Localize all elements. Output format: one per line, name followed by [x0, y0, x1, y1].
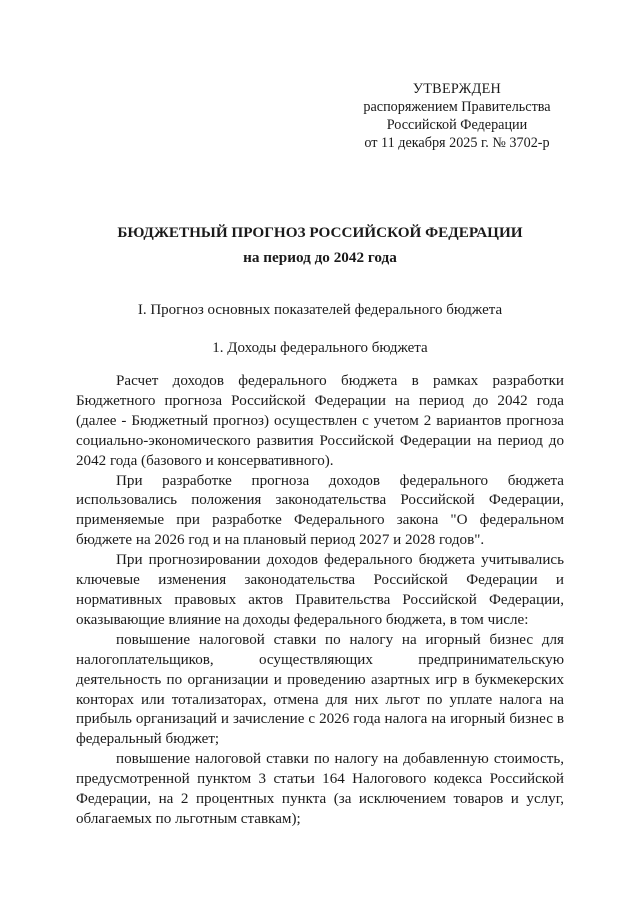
approval-stamp	[352, 80, 562, 152]
approval-authority: распоряжением Правительства	[363, 99, 551, 115]
subsection-heading: 1. Доходы федерального бюджета	[212, 340, 428, 356]
approval-authority-country: Российской Федерации	[386, 117, 528, 133]
section-heading: I. Прогноз основных показателей федерального бюджета	[137, 302, 503, 318]
paragraph-1: Расчет доходов федерального бюджета в рамках разработки Бюджетного прогноза Российской Федерации на период до 2042 года (далее - Бюджетный прогноз) осуществлен с учетом 2 вариантов прогноза социально-экономического развития Российской Федерации на период до 2042 года (базового и консервативного).	[76, 373, 564, 469]
paragraph-3: При прогнозировании доходов федерального бюджета учитывались ключевые изменения законодательства Российской Федерации и нормативных правовых актов Правительства Российской Федерации, оказывающие влияние на доходы федерального бюджета, в том числе:	[76, 552, 564, 628]
approval-heading: УТВЕРЖДЕН	[412, 81, 502, 97]
approval-date-number: от 11 декабря 2025 г. № 3702-р	[364, 135, 550, 151]
document-subtitle: на период до 2042 года	[243, 249, 397, 266]
document-title: БЮДЖЕТНЫЙ ПРОГНОЗ РОССИЙСКОЙ ФЕДЕРАЦИИ	[117, 224, 523, 241]
paragraph-2: При разработке прогноза доходов федерального бюджета использовались положения законодательства Российской Федерации, применяемые при разработке Федерального закона "О федеральном бюджете на 2026 год и на плановый период 2027 и 2028 годов".	[76, 472, 564, 549]
document-body	[76, 372, 564, 830]
paragraph-4: повышение налоговой ставки по налогу на игорный бизнес для налогоплательщиков, осуществляющих предпринимательскую деятельность по организации и проведению азартных игр в букмекерских конторах или тотализаторах, отмена для них льгот по уплате налога на прибыль организаций и зачисление с 2026 года налога на игорный бизнес в федеральный бюджет;	[76, 631, 564, 748]
paragraph-5: повышение налоговой ставки по налогу на добавленную стоимость, предусмотренной пунктом 3 статьи 164 Налогового кодекса Российской Федерации, на 2 процентных пункта (за исключением товаров и услуг, облагаемых по льготным ставкам);	[76, 751, 564, 827]
